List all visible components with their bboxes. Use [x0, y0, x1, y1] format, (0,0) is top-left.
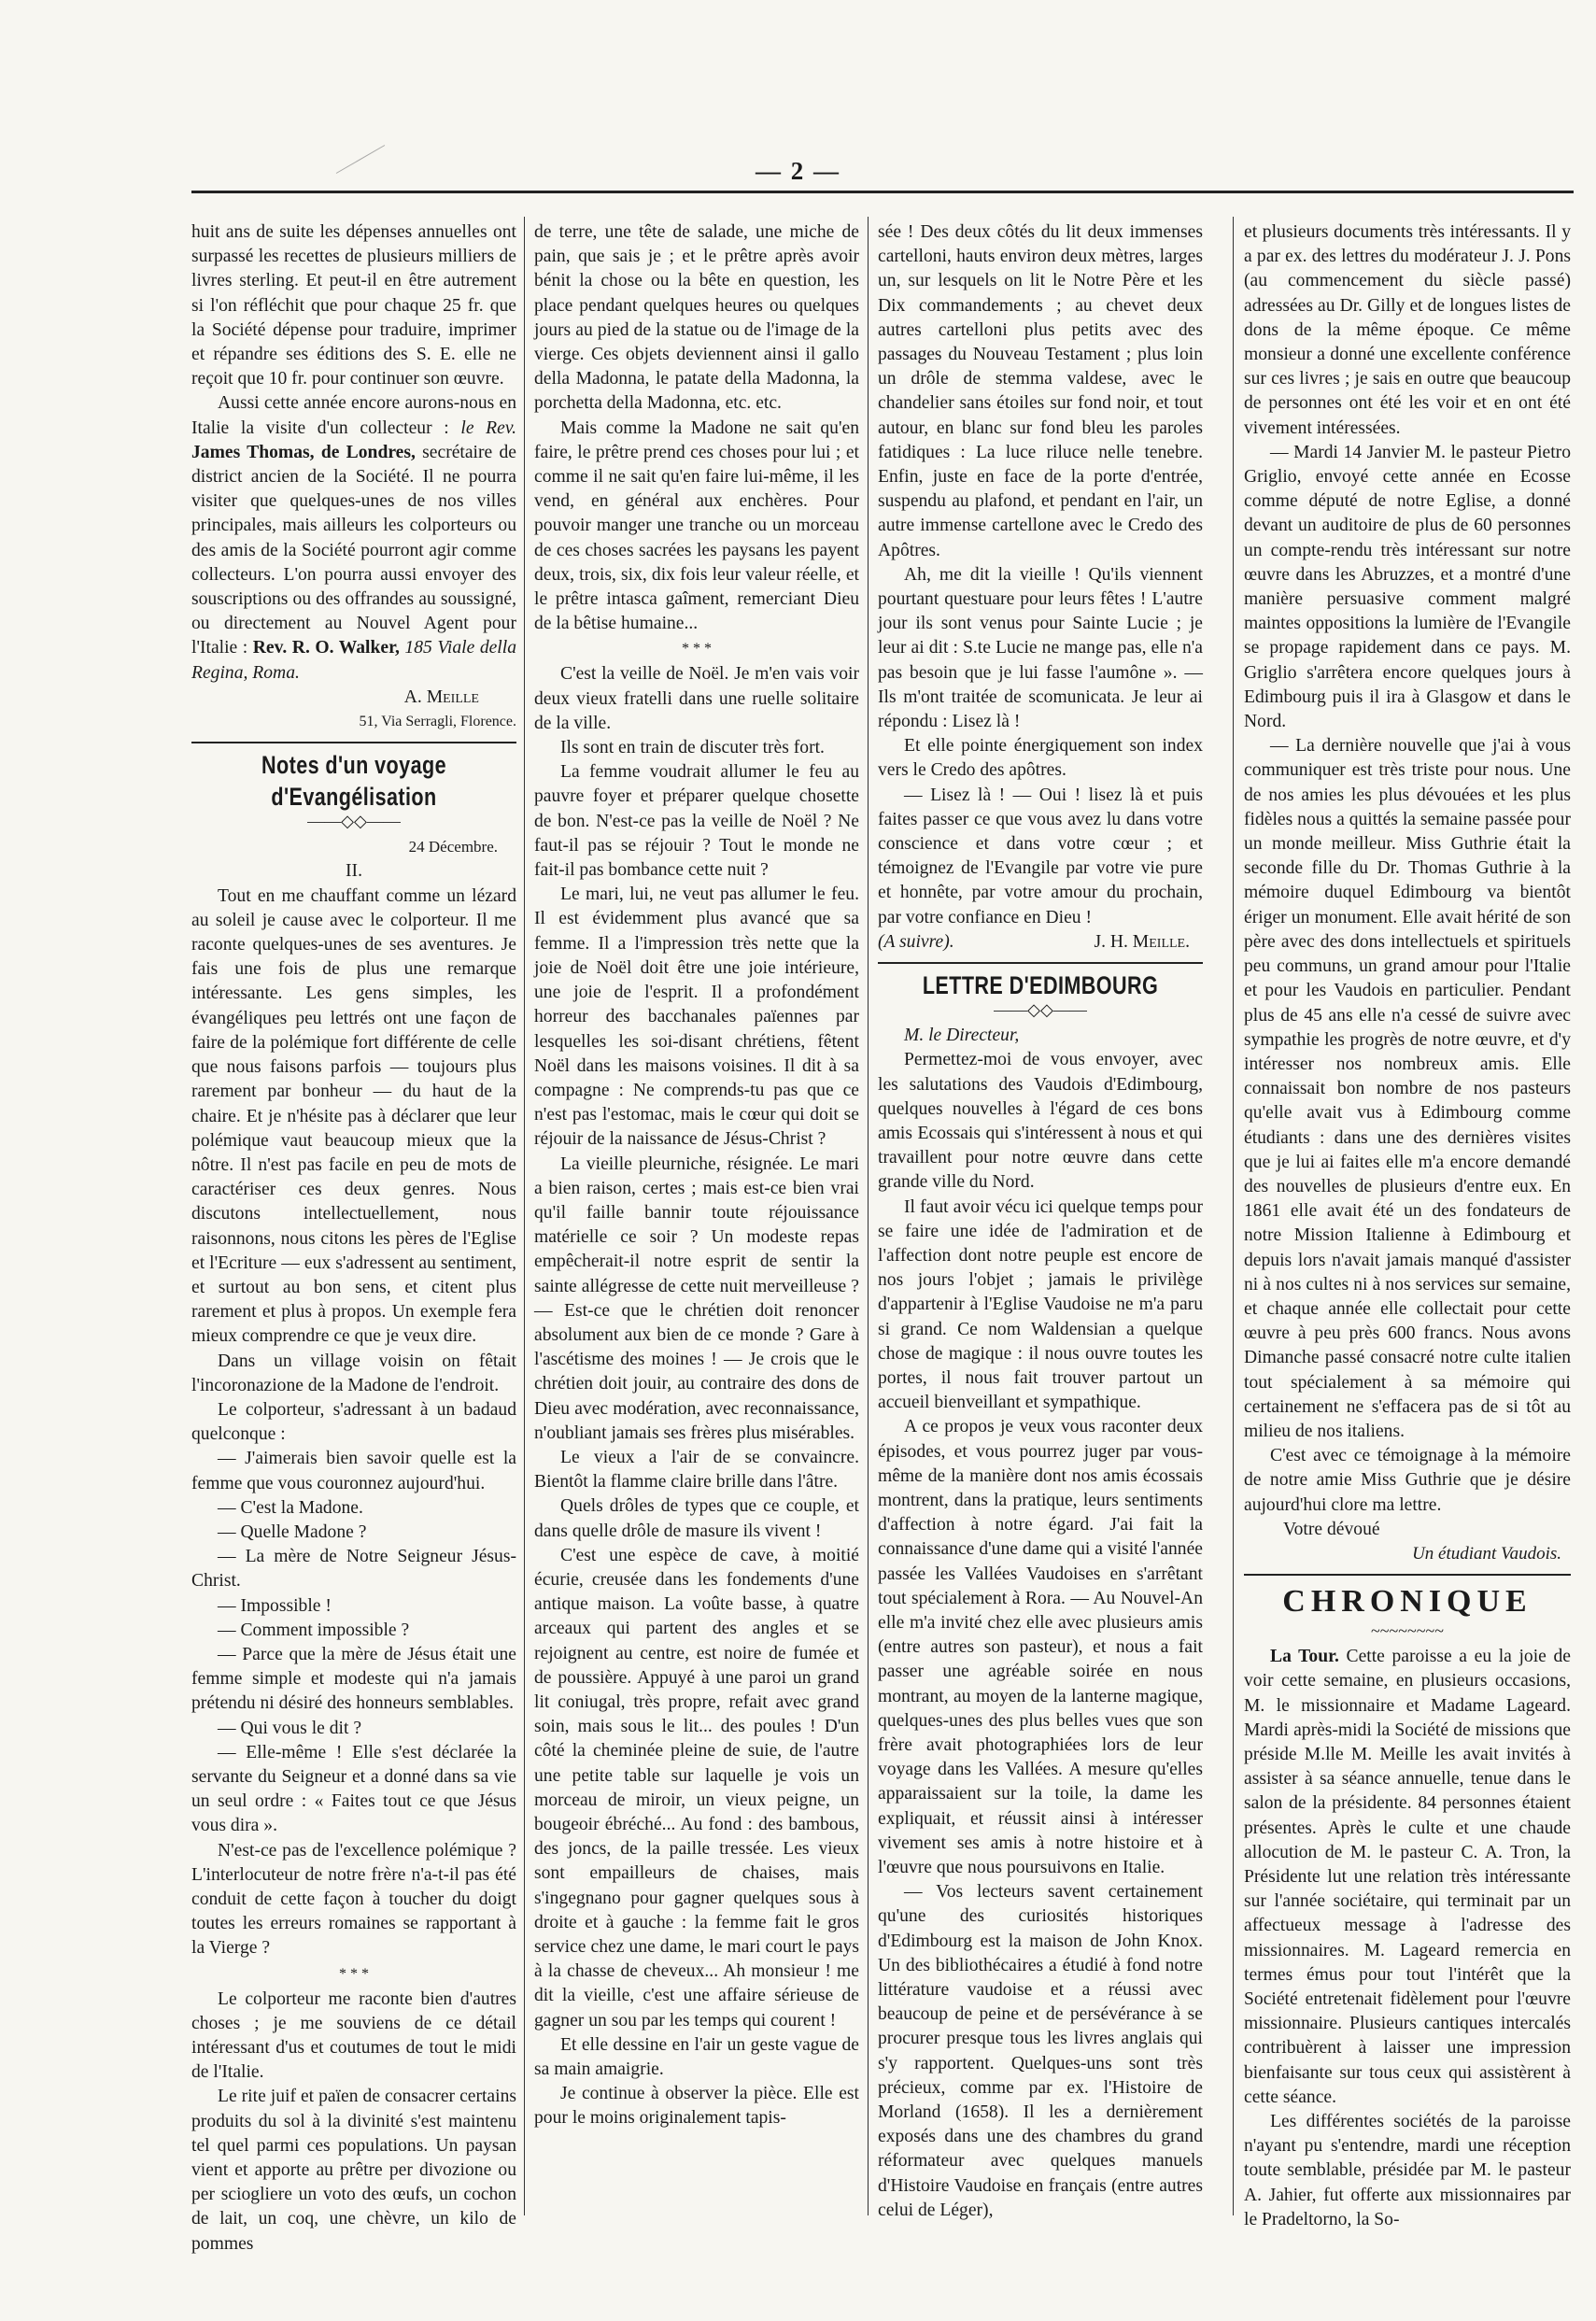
dialogue-line: — Comment impossible ?	[218, 1620, 410, 1640]
header-rule	[191, 191, 1574, 193]
article-title: Notes d'un voyage d'Evangélisation	[261, 751, 446, 812]
dialogue-line: — C'est la Madone.	[218, 1497, 363, 1518]
paragraph: Quels drôles de types que ce couple, et dans quelle drôle de masure ils vivent !	[534, 1496, 859, 1541]
paragraph: C'est avec ce témoignage à la mémoire de notre amie Miss Guthrie que je désire aujourd'hui clore ma lettre.	[1244, 1446, 1571, 1515]
paragraph: Permettez-moi de vous envoyer, avec les salutations des Vaudois d'Edimbourg, quelques nouvelles à l'égard de ces bons amis Ecossais qui s'intéressent à nous et qui travaillent pour notre œuvre dans cette grande ville du Nord.	[878, 1050, 1203, 1193]
paragraph: C'est la veille de Noël. Je m'en vais voir deux vieux fratelli dans une ruelle solitaire de la ville.	[534, 664, 859, 733]
paragraph: — Vos lecteurs savent certainement qu'une des curiosités historiques d'Edimbourg est la maison de John Knox. Un des bibliothécaires a étudié à fond notre littérature vaudoise et a réussi avec beaucoup de peine et de persévérance à se procurer presque tous les livres anglais qui s'y rapportent. Quelques-uns sont très précieux, comme par ex. l'Histoire de Morland (1658). Il les a dernièrement exposés dans une des chambres du grand réformateur avec quelques manuels d'Histoire Vaudoise en français (entre autres celui de Léger),	[878, 1882, 1203, 2220]
paragraph: Dans un village voisin on fêtait l'incoronazione de la Madone de l'endroit.	[191, 1351, 516, 1395]
ornament: ——◇◇——	[994, 1000, 1087, 1020]
paragraph: A ce propos je veux vous raconter deux épisodes, et vous pourrez juger par vous-même de la manière dont nos amis écossais montrent, dans la pratique, leurs sentiments d'affection à notre égard. J'ai fait la connaissance d'une dame qui a visité l'année passée les Vallées Vaudoises en s'arrêtant tout spécialement à Rora. — Au Nouvel-An elle m'a invité chez elle avec plusieurs amis (entre autres son pasteur), et nous a fait passer une agréable soirée en nous montrant, au moyen de la lanterne magique, quelques-unes des plus belles vues que son frère avait photographiées lors de leur voyage dans les Vallées. A mesure qu'elles apparaissaient sur la toile, la dame les expliquait, et réussit ainsi à intéresser vivement ses amis à notre histoire et à l'œuvre que nous poursuivons en Italie.	[878, 1417, 1203, 1877]
paragraph: Les différentes sociétés de la paroisse n'ayant pu s'entendre, mardi une réception toute semblable, présidée par M. le pasteur A. Jahier, fut offerte aux missionnaires par le Pradeltorno, la So-	[1244, 2112, 1571, 2229]
paragraph: Ils sont en train de discuter très fort.	[560, 738, 825, 758]
paragraph: La femme voudrait allumer le feu au pauvre foyer et préparer quelque chosette de bon. N'est-ce pas la veille de Noël ? Ne faut-il pas se réjouir ? Tout le monde ne fait-il pas bombance cette nuit ?	[534, 762, 859, 881]
text-span: 185 Viale della Regina, Roma.	[191, 638, 516, 683]
dialogue-line: — Parce que la mère de Jésus était une femme simple et modeste qui n'a jamais prétendu ni désiré des honneurs semblables.	[191, 1644, 516, 1714]
paragraph: Tout en me chauffant comme un lézard au soleil je cause avec le colporteur. Il me raconte quelques-unes de ses aventures. Je fais une fois de plus une remarque intéressante. Les gens simples, les évangéliques peu lettrés ont une façon de faire de la polémique fort différente de celle que nous faisons parfois — toujours plus rarement par bonheur — du haut de la chaire. Et je n'hésite pas à déclarer que leur polémique vaut beaucoup mieux que la nôtre. Il n'est pas facile en peu de mots de caractériser ces deux genres. Nous discutons intellectuellement, nous raisonnons, nous citons les pères de l'Eglise et l'Ecriture — eux s'adressent au sentiment, et surtout au bon sens, et citent plus rarement et plus à propos. Un exemple fera mieux comprendre ce que je veux dire.	[191, 885, 516, 1347]
paragraph: Le colporteur, s'adressant à un badaud quelconque :	[191, 1399, 516, 1445]
column-divider	[524, 217, 525, 2215]
paragraph: C'est une espèce de cave, à moitié écurie, creusée dans les fondements d'une antique maison. La voûte basse, à quatre arceaux qui partent des angles et se rejoignent au centre, est noire de fumée et de poussière. Appuyé à une paroi un grand lit coniugal, très propre, refait avec grand soin, mais sous le lit... des poules ! D'un côté la cheminée pleine de suie, de l'autre une petite table sur laquelle je vois un morceau de miroir, un vieux peigne, un bougeoir ébréché... Au fond : des bambous, des joncs, de la paille tressée. Les vieux sont empailleurs de chaises, mais s'ingegnano pour gagner quelques sous à droite et à gauche : la femme fait le gros service chez une dame, le mari court le pays à la chasse de cheveux... Ah monsieur ! me dit la vieille, c'est une affaire sérieuse de gagner un sou par les temps qui courent !	[534, 1545, 859, 2031]
paragraph: Il faut avoir vécu ici quelque temps pour se faire une idée de l'admiration et de l'affection dont notre peuple est encore de nos jours l'objet ; jamais le privilège d'appartenir à l'Eglise Vaudoise ne m'a paru si grand. Ce nom Waldensian a quelque chose de magique : il nous ouvre toutes les portes, il nous fait trouver partout un accueil bienveillant et sympathique.	[878, 1196, 1203, 1413]
section-break: * * *	[682, 641, 712, 658]
paragraph: Le rite juif et païen de consacrer certains produits du sol à la divinité s'est maintenu tel quel parmi ces populations. Un paysan vient et apporte au prêtre per divozione ou per sciogliere un voto des œufs, un cochon de lait, un coq, une chèvre, un kilo de pommes	[191, 2087, 516, 2254]
dialogue-line: — J'aimerais bien savoir quelle est la femme que vous couronnez aujourd'hui.	[191, 1449, 516, 1493]
paragraph: — Lisez là ! — Oui ! lisez là et puis faites passer ce que vous avez lu dans votre conscience et dans votre cœur ; et témoignez de l'Evangile par votre vie pure et honnête, par votre amour du prochain, par votre confiance en Dieu !	[878, 785, 1203, 927]
text-span: secrétaire de district ancien de la Société. Il ne pourra visiter que quelques-unes de nos villes principales, mais ailleurs les colporteurs ou des amis de la Société pourront agir comme collecteurs. L'on pourra aussi envoyer des souscriptions ou des offrandes au soussigné, ou directement au Nouvel Agent pour l'Italie :	[191, 442, 516, 658]
separator-rule	[1244, 1574, 1571, 1576]
section-number: II.	[346, 861, 362, 882]
text-span: Rev. R. O. Walker,	[252, 638, 400, 658]
text-span: La Tour.	[1270, 1647, 1339, 1667]
signature-address: 51, Via Serragli, Florence.	[359, 714, 516, 730]
paragraph: Votre dévoué	[1283, 1519, 1380, 1539]
text-span: Aussi cette année encore aurons-nous en Italie la visite d'un collecteur :	[191, 393, 516, 438]
signature: A. Meille	[403, 686, 479, 707]
article-footer	[878, 930, 1203, 955]
paragraph: Et elle pointe énergiquement son index vers le Credo des apôtres.	[878, 736, 1203, 781]
signature: J. H. Meille.	[1094, 931, 1190, 952]
article-date: 24 Décembre.	[408, 838, 498, 856]
page-number: — 2 —	[756, 157, 840, 185]
paragraph	[191, 391, 516, 685]
paragraph: La vieille pleurniche, résignée. Le mari a bien raison, certes ; mais est-ce bien vrai qu'il faille bannir toute réjouissance matérielle ce soir ? Un modeste repas empêcherait-il notre esprit de sentir la sainte allégresse de cette nuit merveilleuse ? — Est-ce que le chrétien doit renoncer absolument aux bien de ce monde ? Gare à l'ascétisme des moines ! — Je crois que le chrétien doit jouir, au contraire des dons de Dieu avec modération, avec reconnaissance, n'oubliant jamais ses frères plus misérables.	[534, 1153, 859, 1443]
column-2	[534, 220, 859, 2131]
ornament: ——◇◇——	[307, 812, 401, 831]
column-divider	[868, 217, 869, 2215]
column-1	[191, 220, 516, 2257]
dialogue-line: — Elle-même ! Elle s'est déclarée la servante du Seigneur et a donné dans sa vie un seul ordre : « Faites tout ce que Jésus vous dira ».	[191, 1742, 516, 1836]
dialogue-line: — Qui vous le dit ?	[218, 1718, 362, 1738]
paragraph: de terre, une tête de salade, une miche de pain, que sais je ; et le prêtre après avoir bénit la chose ou la bête en question, les place pendant quelques heures ou quelques jours au pied de la statue ou de l'image de la vierge. Ces objets deviennent ainsi il gallo della Madonna, le patate della Madonna, la porchetta della Madonna, etc. etc.	[534, 222, 859, 414]
column-divider	[1233, 217, 1234, 2215]
paragraph: Je continue à observer la pièce. Elle est pour le moins originalement tapis-	[534, 2084, 859, 2129]
article-title: LETTRE D'EDIMBOURG	[922, 971, 1159, 1000]
paragraph: N'est-ce pas de l'excellence polémique ? L'interlocuteur de notre frère n'a-t-il pas été conduit de cette façon à toucher du doigt toutes les erreurs romaines se rapportant à la Vierge ?	[191, 1840, 516, 1959]
text-span: James Thomas, de Londres,	[191, 442, 416, 462]
text-span: Un étudiant Vaudois.	[1412, 1543, 1561, 1564]
column-3	[878, 220, 1203, 2223]
paragraph: sée ! Des deux côtés du lit deux immenses cartelloni, hauts environ deux mètres, larges un, sur lesquels on lit le Notre Père et les Dix commandements ; au chevet deux autres cartelloni plus petits avec des passages du Nouveau Testament ; plus loin un drôle de stemma valdese, avec le chandelier sans étoiles sur fond noir, et tout autour, en blanc sur fond bleu les paroles fatidiques : La luce riluce nelle tenebre. Enfin, juste en face de la porte d'entrée, suspendu au plafond, et pendant en l'air, un autre immense cartellone avec le Credo des Apôtres.	[878, 222, 1203, 560]
text-span: M. le Directeur,	[904, 1026, 1020, 1046]
section-break: * * *	[339, 1965, 369, 1982]
dialogue-line: — La mère de Notre Seigneur Jésus-Christ.	[191, 1547, 516, 1592]
paragraph: Le colporteur me raconte bien d'autres choses ; je me souviens de ce détail intéressant d'us et coutumes de tout le midi de l'Italie.	[191, 1988, 516, 2083]
text-span: le Rev.	[460, 417, 516, 438]
dialogue-line: — Impossible !	[218, 1595, 332, 1616]
section-title: CHRONIQUE	[1282, 1584, 1532, 1620]
paragraph: Mais comme la Madone ne sait qu'en faire, le prêtre prend ces choses pour lui ; et comme il ne sait qu'en faire lui-même, il les vend, en général aux enchères. Pour pouvoir manger une tranche ou un morceau de ces choses sacrées les paysans les payent deux, trois, six, dix fois leur valeur réelle, et le prêtre intasca gaîment, remerciant Dieu de la bêtise humaine...	[534, 417, 859, 634]
paragraph: Le mari, lui, ne veut pas allumer le feu. Il est évidemment plus avancé que sa femme. Il a l'impression très nette que la joie de Noël doit être une joie intérieure, une joie de l'esprit. Il a profondément horreur des bacchanales païennes par lesquelles les soi-disant chrétiens, fêtent Noël dans les maisons voisines. Il dit à sa compagne : Ne comprends-tu pas que ce n'est pas l'estomac, mais le cœur qui doit se réjouir de la naissance de Jésus-Christ ?	[534, 885, 859, 1150]
salutation	[878, 1024, 1203, 1048]
paragraph	[1244, 1645, 1571, 2110]
paragraph: et plusieurs documents très intéressants. Il y a par ex. des lettres du modérateur J. J. Pons (au commencement du siècle passé) adressées au Dr. Gilly et de longues listes de dons de la même époque. Ce même monsieur a donné une excellente conférence sur ces livres ; je sais en outre que beaucoup de personnes ont été les voir et en ont été vivement intéressées.	[1244, 222, 1571, 438]
signature	[1244, 1542, 1561, 1566]
text-span: Cette paroisse a eu la joie de voir cette semaine, en plusieurs occasions, M. le missionnaire et Madame Lageard. Mardi après-midi la Société de missions que préside M.lle M. Meille les avait invités à assister à sa séance annuelle, tenue dans le salon de la présidente. 84 personnes étaient présentes. Après le culte et une chaude allocution de M. le pasteur C. A. Tron, la Présidente lut une relation très intéressante sur l'année sociétaire, qui terminait par un affectueux message à l'adresse des missionnaires. M. Lageard remercia en termes émus pour tout l'intérêt que la Société entretenait fidèlement pour l'œuvre missionnaire. Plusieurs cantiques intercalés contribuèrent à laisser une impression bienfaisante sur tous ceux qui assistèrent à cette séance.	[1244, 1647, 1571, 2107]
paragraph: — Mardi 14 Janvier M. le pasteur Pietro Griglio, envoyé cette année en Ecosse comme député de notre Eglise, a donné devant un auditoire de plus de 60 personnes un compte-rendu très intéressant sur notre œuvre dans les Abruzzes, et a montré d'une manière persuasive comment malgré maintes oppositions la lumière de l'Evangile se propage rapidement dans ce pays. M. Griglio s'arrêtera encore quelques jours à Edimbourg puis il ira à Glasgow et dans le Nord.	[1244, 442, 1571, 732]
paragraph: — La dernière nouvelle que j'ai à vous communiquer est très triste pour nous. Une de nos amies les plus dévouées et les plus fidèles nous a quittés la semaine passée pour un monde meilleur. Miss Guthrie était la seconde fille du Dr. Thomas Guthrie à la mémoire duquel Edimbourg va bientôt ériger un monument. Elle avait hérité de son père avec des dons intellectuels et spirituels peu communs, un grand amour pour l'Italie et pour les Vaudois en particulier. Pendant plus de 45 ans elle n'a cessé de suivre avec sympathie les progrès de notre œuvre, et d'y intéresser nos nombreux amis. Elle connaissait bon nombre de nos pasteurs qu'elle avait vus à Edimbourg comme étudiants : dans une des dernières visites que je lui ai faites elle m'a encore demandé des nouvelles de plusieurs d'entre eux. En 1861 elle avait été un des fondateurs de notre Mission Italienne à Edimbourg et depuis lors n'avait jamais manqué d'assister ni à nos cultes ni à nos services sur semaine, et chaque année elle collectait pour cette œuvre à peu près 600 francs. Nous avons Dimanche passé consacré notre culte italien tout spécialement à sa mémoire qui certainement ne s'effacera pas de si tôt au milieu de nos italiens.	[1244, 736, 1571, 1441]
to-be-continued: (A suivre).	[878, 931, 954, 952]
paragraph: Et elle dessine en l'air un geste vague de sa main amaigrie.	[534, 2034, 859, 2080]
separator-rule	[191, 742, 516, 743]
paragraph: huit ans de suite les dépenses annuelles ont surpassé les recettes de plusieurs milliers de livres sterling. Et peut-il en être autrement si l'on réfléchit que pour chaque 25 fr. que la Société dépense pour traduire, imprimer et répandre ses éditions des S. E. elle ne reçoit que 10 fr. pour continuer son œuvre.	[191, 222, 516, 389]
separator-rule	[878, 962, 1203, 964]
column-4	[1244, 220, 1571, 2232]
paragraph: Ah, me dit la vieille ! Qu'ils viennent pourtant questuare pour leurs fêtes ! L'autre jour ils sont venus pour Sainte Lucie ; je leur ai dit : S.te Lucie ne mange pas, elle n'a pas besoin que je lui fasse l'aumône ». — Ils m'ont traitée de scomunicata. Je leur ai répondu : Lisez là !	[878, 564, 1203, 732]
ornament: ~~~~~~~~	[1371, 1621, 1444, 1641]
dialogue-line: — Quelle Madone ?	[218, 1521, 367, 1542]
paragraph: Le vieux a l'air de se convaincre. Bientôt la flamme claire brille dans l'âtre.	[534, 1447, 859, 1493]
